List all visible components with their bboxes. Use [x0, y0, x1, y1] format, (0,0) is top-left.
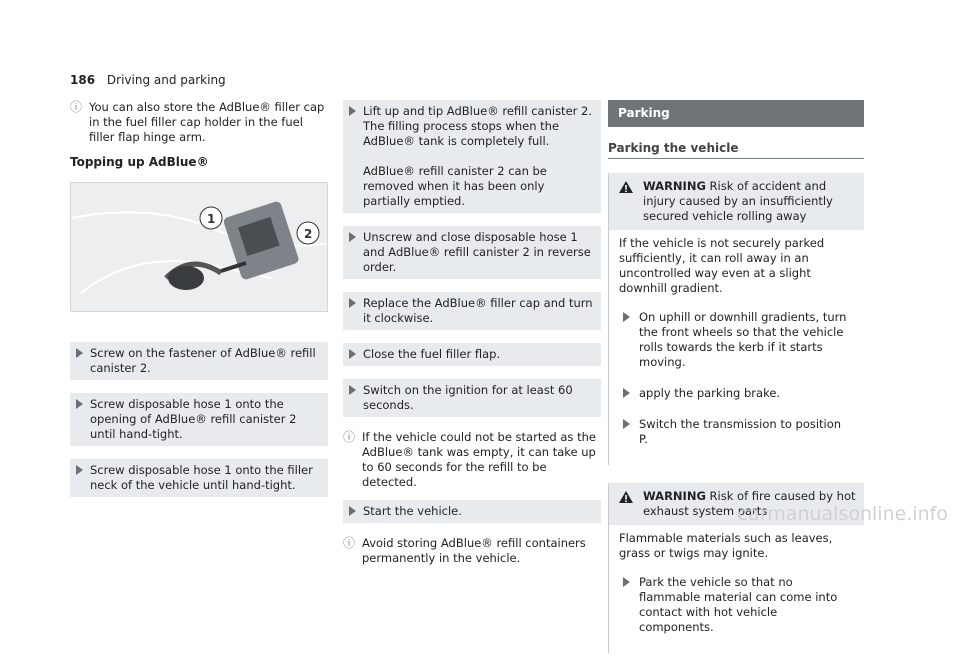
- step: Start the vehicle.: [343, 500, 601, 523]
- arrow-icon: [76, 399, 83, 409]
- warning-body: Flammable materials such as leaves, grass or twigs may ignite.: [619, 531, 833, 560]
- watermark: carmanualsonline.info: [737, 503, 948, 525]
- callout-1: 1: [207, 212, 216, 226]
- page-header: [70, 73, 226, 87]
- arrow-icon: [349, 298, 356, 308]
- step: Unscrew and close disposable hose 1 and AdBlue® refill canister 2 in reverse order.: [343, 226, 601, 279]
- subsection-heading: Parking the vehicle: [608, 141, 864, 159]
- step: apply the parking brake.: [619, 382, 856, 405]
- step: Screw on the fastener of AdBlue® refill canister 2.: [70, 342, 328, 380]
- arrow-icon: [349, 349, 356, 359]
- arrow-icon: [623, 388, 630, 398]
- column-3: [608, 100, 864, 671]
- adblue-filler-illustration: [70, 182, 328, 312]
- info-note: ⓘ Avoid storing AdBlue® refill containers permanently in the vehicle.: [343, 536, 586, 565]
- step: Close the fuel filler flap.: [343, 343, 601, 366]
- arrow-icon: [623, 419, 630, 429]
- arrow-icon: [349, 385, 356, 395]
- header-title: Driving and parking: [106, 73, 226, 87]
- step: Screw disposable hose 1 onto the filler neck of the vehicle until hand-tight.: [70, 459, 328, 497]
- step: Lift up and tip AdBlue® refill canister 2. The filling process stops when the AdBlue® tank is completely full. AdBlue® refill canister 2 can be removed when it has been only partially emptied.: [343, 100, 601, 213]
- arrow-icon: [76, 348, 83, 358]
- info-icon: ⓘ: [343, 430, 356, 444]
- arrow-icon: [623, 312, 630, 322]
- warning-body: If the vehicle is not securely parked sufficiently, it can roll away in an uncontrolled way even at a slight downhill gradient.: [619, 236, 825, 295]
- step: Switch the transmission to position P.: [619, 413, 856, 451]
- arrow-icon: [349, 106, 356, 116]
- info-note: ⓘ If the vehicle could not be started as the AdBlue® tank was empty, it can take up to 60 seconds for the refill to be detected.: [343, 430, 596, 489]
- page-number: 186: [70, 73, 96, 87]
- warning-box: [608, 173, 864, 465]
- warning-header: WARNING Risk of fire caused by hot exhaust system parts: [609, 483, 864, 525]
- warning-icon: [618, 490, 634, 504]
- step: Screw disposable hose 1 onto the opening of AdBlue® refill canister 2 until hand-tight.: [70, 393, 328, 446]
- warning-icon: [618, 180, 634, 194]
- column-2: [343, 100, 601, 576]
- step: Switch on the ignition for at least 60 seconds.: [343, 379, 601, 417]
- info-icon: ⓘ: [343, 536, 356, 550]
- arrow-icon: [349, 232, 356, 242]
- arrow-icon: [76, 465, 83, 475]
- step: Replace the AdBlue® filler cap and turn it clockwise.: [343, 292, 601, 330]
- callout-2: 2: [304, 227, 313, 241]
- arrow-icon: [349, 506, 356, 516]
- warning-header: WARNING Risk of accident and injury caused by an insufficiently secured vehicle rolling away: [609, 173, 864, 230]
- step: On uphill or downhill gradients, turn the front wheels so that the vehicle rolls towards the kerb if it starts moving.: [619, 306, 856, 374]
- step: Park the vehicle so that no flammable material can come into contact with hot vehicle components.: [619, 571, 856, 639]
- section-bar: Parking: [608, 100, 864, 127]
- info-note: ⓘ You can also store the AdBlue® filler cap in the fuel filler cap holder in the fuel filler flap hinge arm.: [70, 100, 325, 144]
- info-icon: ⓘ: [70, 100, 83, 114]
- section-heading: Topping up AdBlue®: [70, 155, 209, 169]
- column-1: [70, 100, 328, 510]
- arrow-icon: [623, 577, 630, 587]
